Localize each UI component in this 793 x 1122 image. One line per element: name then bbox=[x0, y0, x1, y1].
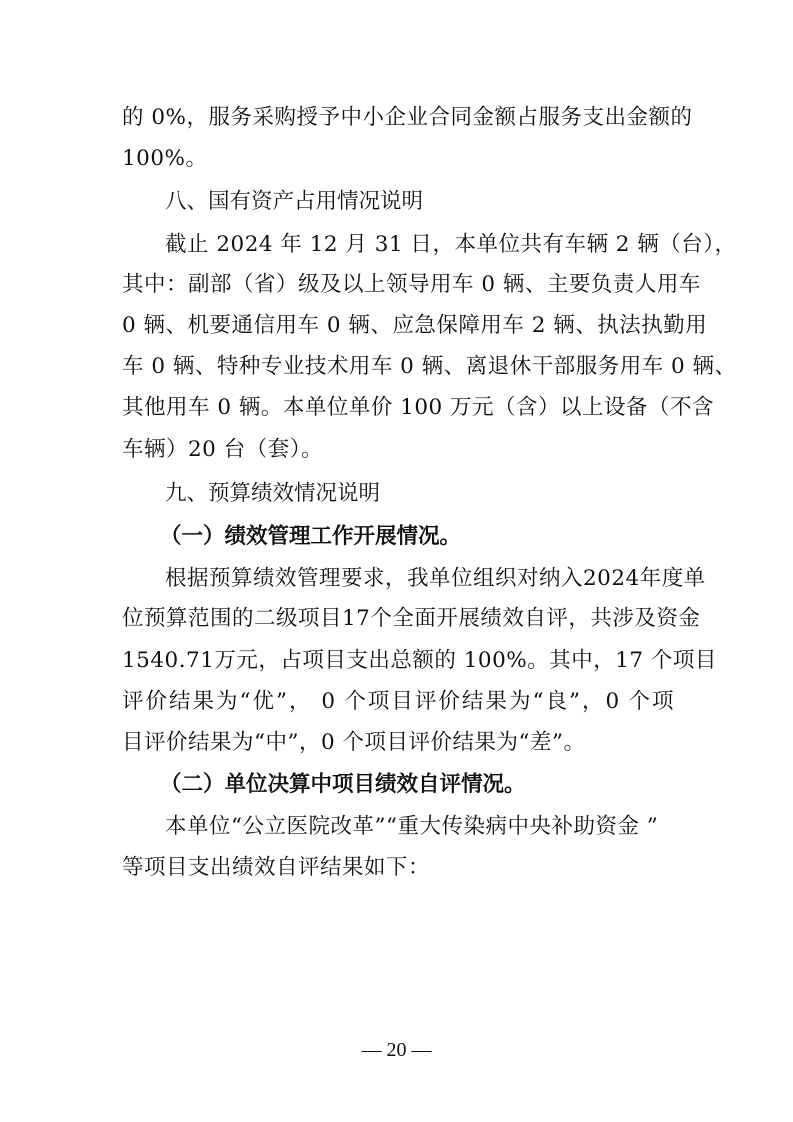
text-line: 根据预算绩效管理要求，我单位组织对纳入2024年度单 bbox=[165, 566, 706, 591]
text-line: 等项目支出绩效自评结果如下： bbox=[122, 855, 431, 880]
text-line: 车 0 辆、特种专业技术用车 0 辆、离退休干部服务用车 0 辆、 bbox=[122, 354, 737, 379]
page-number: — 20 — bbox=[361, 1039, 432, 1061]
text-line: 0 辆、机要通信用车 0 辆、应急保障用车 2 辆、执法执勤用 bbox=[122, 313, 708, 338]
text-line: 100%。 bbox=[122, 146, 208, 171]
text-line: 的 0%，服务采购授予中小企业合同金额占服务支出金额的 bbox=[122, 105, 693, 130]
text-line: 评价结果为“优”， 0 个项目评价结果为“良”，0 个项 bbox=[122, 689, 674, 714]
subsection-heading-2: （二）单位决算中项目绩效自评情况。 bbox=[160, 772, 526, 797]
subsection-heading-1: （一）绩效管理工作开展情况。 bbox=[160, 524, 462, 549]
text-line: 车辆）20 台（套）。 bbox=[122, 437, 323, 462]
text-line: 目评价结果为“中”，0 个项目评价结果为“差”。 bbox=[122, 730, 586, 755]
text-line: 本单位“公立医院改革”“重大传染病中央补助资金 ” bbox=[165, 814, 659, 839]
section-heading-9: 九、预算绩效情况说明 bbox=[165, 481, 381, 506]
text-line: 其中：副部（省）级及以上领导用车 0 辆、主要负责人用车 bbox=[122, 272, 701, 297]
section-heading-8: 八、国有资产占用情况说明 bbox=[165, 189, 424, 214]
text-line: 其他用车 0 辆。本单位单价 100 万元（含）以上设备（不含 bbox=[122, 395, 715, 420]
text-line: 截止 2024 年 12 月 31 日，本单位共有车辆 2 辆（台）， bbox=[165, 232, 737, 257]
text-line: 1540.71万元，占项目支出总额的 100%。其中，17 个项目 bbox=[122, 648, 717, 673]
text-line: 位预算范围的二级项目17个全面开展绩效自评，共涉及资金 bbox=[122, 606, 701, 631]
